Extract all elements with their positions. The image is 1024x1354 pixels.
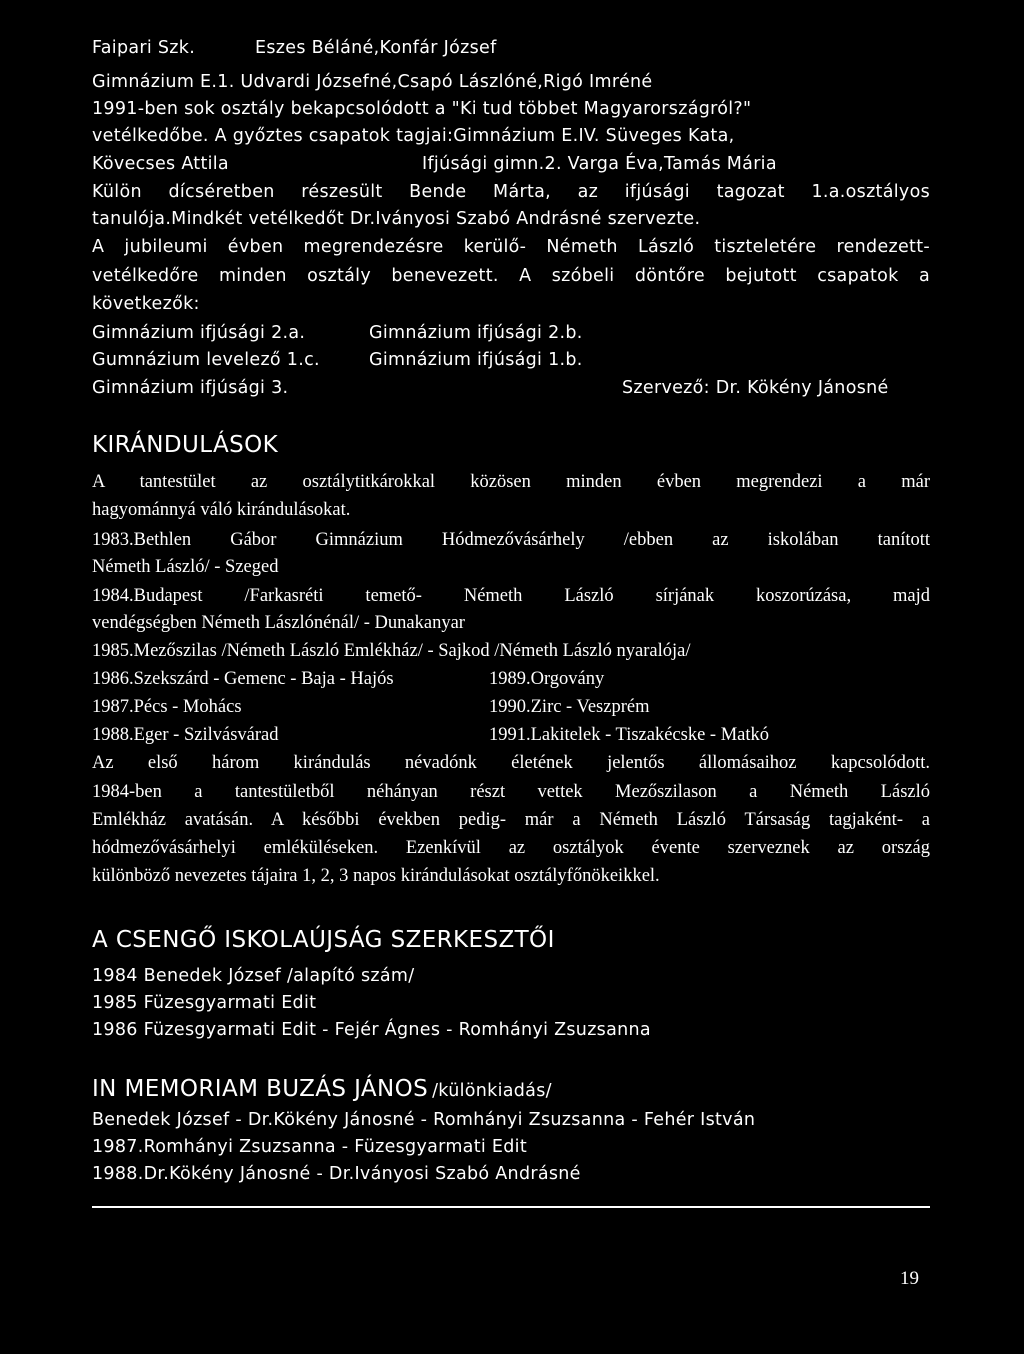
teams-row-3 xyxy=(92,378,889,398)
editor-line: 1985 Füzesgyarmati Edit xyxy=(92,993,317,1013)
contest-line-2: Gimnázium E.1. Udvardi Józsefné,Csapó Lászlóné,Rigó Imréné xyxy=(92,72,653,92)
trips-closing-4: hódmezővásárhelyi emléküléseken. Ezenkívül az osztályok évente szerveznek az ország xyxy=(92,838,930,858)
team-item: Gimnázium ifjúsági 2.a. xyxy=(92,323,306,343)
team-item: Gimnázium ifjúsági 3. xyxy=(92,378,289,398)
memoriam-line: Benedek József - Dr.Kökény Jánosné - Romhányi Zsuzsanna - Fehér István xyxy=(92,1110,756,1130)
trip-1991: 1991.Lakitelek - Tiszakécske - Matkó xyxy=(489,725,770,745)
memoriam-suffix: /különkiadás/ xyxy=(432,1081,552,1101)
contest-line-4: vetélkedőbe. A győztes csapatok tagjai:Gimnázium E.IV. Süveges Kata, xyxy=(92,126,735,146)
trip-1984: 1984.Budapest /Farkasréti temető- Németh László sírjának koszorúzása, majd xyxy=(92,586,930,606)
editors-heading: A CSENGŐ ISKOLAÚJSÁG SZERKESZTŐI xyxy=(92,927,555,953)
trips-heading: KIRÁNDULÁSOK xyxy=(92,432,279,458)
trips-closing-3: Emlékház avatásán. A későbbi években pedig- már a Németh László Társaság tagjaként- a xyxy=(92,810,930,830)
contest-line-10: következők: xyxy=(92,294,200,314)
trips-intro-2: hagyománnyá váló kirándulásokat. xyxy=(92,500,351,520)
teachers-faipari: Eszes Béláné,Konfár József xyxy=(255,38,497,58)
contest-line-6: Külön dícséretben részesült Bende Márta, az ifjúsági tagozat 1.a.osztályos xyxy=(92,182,930,202)
memoriam-heading: IN MEMORIAM BUZÁS JÁNOS xyxy=(92,1076,429,1102)
team-item: Gumnázium levelező 1.c. xyxy=(92,350,320,370)
organizer: Szervező: Dr. Kökény Jánosné xyxy=(622,378,889,398)
memoriam-line: 1987.Romhányi Zsuzsanna - Füzesgyarmati Edit xyxy=(92,1137,527,1157)
page-number: 19 xyxy=(900,1268,919,1289)
trip-1990: 1990.Zirc - Veszprém xyxy=(489,697,650,717)
trip-1985: 1985.Mezőszilas /Németh László Emlékház/ - Sajkod /Németh László nyaralója/ xyxy=(92,641,691,661)
contest-line-5 xyxy=(92,154,777,174)
bottom-divider xyxy=(92,1206,930,1208)
trip-row-1986 xyxy=(92,669,605,690)
trips-closing-1: Az első három kirándulás névadónk életének jelentős állomásaihoz kapcsolódott. xyxy=(92,753,930,773)
school-faipari: Faipari Szk. xyxy=(92,38,196,58)
memoriam-line: 1988.Dr.Kökény Jánosné - Dr.Iványosi Szabó Andrásné xyxy=(92,1164,581,1184)
trips-closing-5: különböző nevezetes tájaira 1, 2, 3 napos kirándulásokat osztályfőnökeikkel. xyxy=(92,866,660,886)
trips-intro: A tantestület az osztálytitkárokkal közösen minden évben megrendezi a már xyxy=(92,472,930,492)
teams-row-1 xyxy=(92,323,583,343)
contest-line-3: 1991-ben sok osztály bekapcsolódott a "Ki tud többet Magyarországról?" xyxy=(92,99,752,119)
teams-row-2 xyxy=(92,350,583,370)
editor-line: 1986 Füzesgyarmati Edit - Fejér Ágnes - Romhányi Zsuzsanna xyxy=(92,1020,651,1040)
trip-1988: 1988.Eger - Szilvásvárad xyxy=(92,725,279,745)
team-item: Gimnázium ifjúsági 1.b. xyxy=(369,350,583,370)
trip-1983: 1983.Bethlen Gábor Gimnázium Hódmezővásárhely /ebben az iskolában tanított xyxy=(92,530,930,550)
editor-line: 1984 Benedek József /alapító szám/ xyxy=(92,966,415,986)
trip-1983-cont: Németh László/ - Szeged xyxy=(92,557,279,577)
trip-1987: 1987.Pécs - Mohács xyxy=(92,697,242,717)
contest-line-8: A jubileumi évben megrendezésre kerülő- Németh László tiszteletére rendezett- xyxy=(92,237,930,257)
team-item: Gimnázium ifjúsági 2.b. xyxy=(369,323,583,343)
trip-1986: 1986.Szekszárd - Gemenc - Baja - Hajós xyxy=(92,669,394,689)
winner-name: Kövecses Attila xyxy=(92,154,229,174)
contest-line-7: tanulója.Mindkét vetélkedőt Dr.Iványosi Szabó Andrásné szervezte. xyxy=(92,209,701,229)
winner-team-2: Ifjúsági gimn.2. Varga Éva,Tamás Mária xyxy=(422,154,777,174)
trip-1989: 1989.Orgovány xyxy=(489,669,605,689)
contest-line-1 xyxy=(92,38,497,58)
trips-closing-2: 1984-ben a tantestületből néhányan részt vettek Mezőszilason a Németh László xyxy=(92,782,930,802)
trip-row-1988 xyxy=(92,725,770,746)
trip-row-1987 xyxy=(92,697,650,718)
trip-1984-cont: vendégségben Németh Lászlónénál/ - Dunakanyar xyxy=(92,613,465,633)
memoriam-title-row xyxy=(92,1076,552,1102)
contest-line-9: vetélkedőre minden osztály benevezett. A szóbeli döntőre bejutott csapatok a xyxy=(92,266,930,286)
